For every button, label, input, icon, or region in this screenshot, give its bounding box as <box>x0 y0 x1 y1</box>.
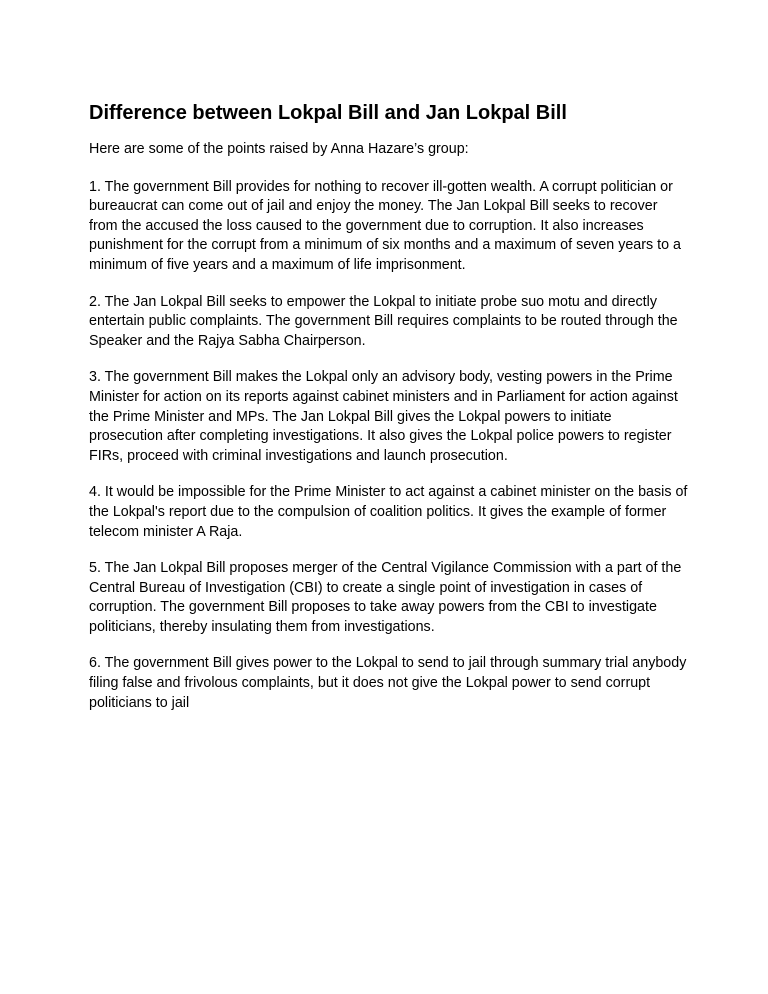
point-6: 6. The government Bill gives power to the Lokpal to send to jail through summary trial anybody filing false and frivolous complaints, but it does not give the Lokpal power to send corrupt politicians to jail <box>89 655 687 711</box>
point-1: 1. The government Bill provides for nothing to recover ill-gotten wealth. A corrupt politician or bureaucrat can come out of jail and enjoy the money. The Jan Lokpal Bill seeks to recover from the accused the loss caused to the government due to corruption. It also increases punishment for the corrupt from a minimum of six months and a maximum of seven years to a minimum of five years and a maximum of life imprisonment. <box>89 178 681 273</box>
intro-paragraph: Here are some of the points raised by Anna Hazare’s group: <box>89 141 469 157</box>
point-3: 3. The government Bill makes the Lokpal only an advisory body, vesting powers in the Prime Minister for action on its reports against cabinet ministers and in Parliament for action against the Prime Minister and MPs. The Jan Lokpal Bill gives the Lokpal powers to initiate prosecution after completing investigations. It also gives the Lokpal police powers to register FIRs, proceed with criminal investigations and launch prosecution. <box>89 369 678 464</box>
document-page <box>89 100 689 730</box>
point-4: 4. It would be impossible for the Prime Minister to act against a cabinet minister on the basis of the Lokpal's report due to the compulsion of coalition politics. It gives the example of former telecom minister A Raja. <box>89 484 688 540</box>
point-2: 2. The Jan Lokpal Bill seeks to empower the Lokpal to initiate probe suo motu and directly entertain public complaints. The government Bill requires complaints to be routed through the Speaker and the Rajya Sabha Chairperson. <box>89 293 678 349</box>
document-title: Difference between Lokpal Bill and Jan Lokpal Bill <box>89 102 567 124</box>
point-5: 5. The Jan Lokpal Bill proposes merger of the Central Vigilance Commission with a part of the Central Bureau of Investigation (CBI) to create a single point of investigation in cases of corruption. The government Bill proposes to take away powers from the CBI to investigate politicians, thereby insulating them from investigations. <box>89 560 682 635</box>
